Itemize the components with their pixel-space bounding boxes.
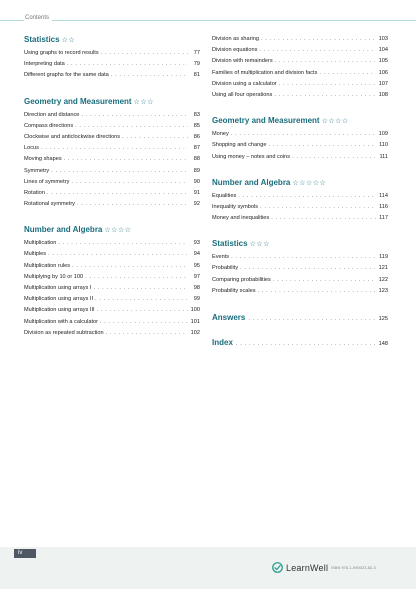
toc-section: [212, 115, 388, 163]
entry-title: Equalities: [212, 192, 237, 199]
entry-title: Different graphs for the same data: [24, 72, 109, 79]
toc-entry[interactable]: [212, 152, 388, 163]
toc-entry[interactable]: [212, 286, 388, 297]
dot-leader: [47, 188, 188, 199]
dot-leader: [71, 177, 188, 188]
dot-leader: [258, 286, 376, 297]
toc-entry[interactable]: [212, 56, 388, 67]
toc-section: [212, 177, 388, 225]
toc-section: [24, 34, 200, 82]
toc-entry[interactable]: [212, 263, 388, 274]
dot-leader: [236, 337, 376, 350]
toc-entry[interactable]: [24, 48, 200, 59]
toc-entry[interactable]: [24, 199, 200, 210]
toc-entry[interactable]: [212, 34, 388, 45]
stars-icon: ☆☆☆: [249, 241, 270, 249]
page-number: 109: [378, 131, 388, 138]
page-number: 100: [190, 307, 200, 314]
page-number: 77: [193, 50, 200, 56]
entry-title: Multiplication using arrays III: [24, 307, 95, 314]
toc-entry[interactable]: [24, 154, 200, 165]
stars-icon: ☆☆☆: [133, 98, 154, 106]
page-number: 121: [378, 265, 388, 272]
stars-icon: ☆☆☆☆: [104, 227, 132, 235]
page-number: 110: [379, 142, 388, 149]
toc-entry[interactable]: [24, 294, 200, 305]
toc-entry[interactable]: [24, 238, 200, 249]
dot-leader: [100, 317, 188, 328]
page-number: 86: [193, 133, 200, 140]
entry-title: Using all four operations: [212, 91, 273, 98]
page-number: 116: [379, 203, 388, 210]
toc-entry[interactable]: [24, 317, 200, 328]
page-number: 102: [190, 329, 200, 336]
dot-leader: [240, 263, 376, 274]
entry-title: Probability scales: [212, 287, 256, 294]
entry-title: Money and inequalities: [212, 215, 270, 222]
entry-title: Events: [212, 254, 230, 261]
dot-leader: [51, 166, 188, 177]
toc-section: [24, 96, 200, 211]
dot-leader: [275, 56, 376, 67]
page-number: 111: [379, 153, 388, 160]
dot-leader: [97, 305, 188, 316]
dot-leader: [101, 48, 188, 59]
page-number: 108: [378, 91, 388, 98]
entry-title: Using graphs to record results: [24, 50, 99, 56]
dot-leader: [81, 110, 188, 121]
page-number: 81: [193, 72, 200, 79]
entry-title: Probability: [212, 265, 239, 272]
entry-title: Inequality symbols: [212, 203, 259, 210]
entry-title: Moving shapes: [24, 156, 62, 163]
entry-title: Multiplication rules: [24, 262, 71, 269]
toc-entry[interactable]: [212, 45, 388, 56]
entry-title: Shopping and change: [212, 142, 267, 149]
page-number: 123: [378, 287, 388, 294]
entry-title: Rotation: [24, 189, 45, 196]
page-number: 119: [379, 254, 388, 261]
entry-title: Multiplication: [24, 240, 57, 247]
toc-entry[interactable]: [24, 188, 200, 199]
page-number: 89: [193, 167, 200, 174]
toc-entry[interactable]: [24, 166, 200, 177]
toc-entry[interactable]: [212, 191, 388, 202]
index-heading: Index: [212, 338, 233, 347]
page-number: 92: [193, 201, 200, 208]
page-number: 91: [193, 189, 200, 196]
page-number-tab: iv: [14, 549, 36, 558]
dot-leader: [77, 199, 188, 210]
toc-right-column: [212, 34, 388, 361]
dot-leader: [106, 328, 188, 339]
dot-leader: [260, 202, 376, 213]
page-number: 97: [193, 273, 200, 280]
isbn-text: ISBN 978-1-990023-82-3: [331, 565, 376, 570]
entry-title: Direction and distance: [24, 111, 80, 118]
page-number: 88: [193, 156, 200, 163]
page-number: 90: [193, 178, 200, 185]
toc-entry[interactable]: [24, 272, 200, 283]
toc-entry[interactable]: [212, 213, 388, 224]
dot-leader: [93, 283, 188, 294]
section-heading: Geometry and Measurement ☆☆☆☆: [212, 116, 349, 126]
entry-title: Money: [212, 131, 229, 138]
learnwell-logo-icon: [272, 562, 283, 573]
entry-title: Division as sharing: [212, 36, 259, 42]
dot-leader: [271, 213, 376, 224]
dot-leader: [261, 34, 376, 45]
entry-title: Division using a calculator: [212, 80, 277, 87]
dot-leader: [75, 121, 188, 132]
toc-entry[interactable]: [212, 129, 388, 140]
page-number: 95: [193, 262, 200, 269]
entry-title: Multiplication using arrays I: [24, 285, 92, 291]
entry-title: Lines of symmetry: [24, 178, 70, 185]
toc-entry[interactable]: [24, 328, 200, 339]
toc-entry[interactable]: [24, 121, 200, 132]
page-number: 79: [193, 61, 200, 68]
toc-answers-entry[interactable]: [212, 311, 388, 325]
page-number: 122: [378, 276, 388, 283]
dot-leader: [248, 312, 375, 325]
dot-leader: [85, 272, 188, 283]
toc-entry[interactable]: [212, 275, 388, 286]
dot-leader: [273, 275, 376, 286]
entry-title: Multiples: [24, 251, 47, 258]
dot-leader: [238, 191, 376, 202]
stars-icon: ☆☆☆☆☆: [292, 179, 327, 187]
page-number: 107: [378, 80, 388, 87]
toc-entry[interactable]: [212, 202, 388, 213]
page-number: 83: [193, 111, 200, 118]
dot-leader: [72, 261, 188, 272]
toc-section: [24, 224, 200, 339]
toc-entry[interactable]: [24, 132, 200, 143]
page-number: 104: [378, 47, 388, 54]
section-heading: Number and Algebra ☆☆☆☆: [24, 225, 132, 235]
dot-leader: [111, 70, 188, 81]
page-number: 148: [378, 341, 388, 347]
dot-leader: [292, 152, 376, 163]
entry-title: Rotational symmetry: [24, 201, 75, 208]
entry-title: Interpreting data: [24, 61, 65, 68]
page-number: 94: [193, 251, 200, 258]
section-heading: Statistics ☆☆☆: [212, 239, 270, 249]
header-rule: [0, 20, 416, 21]
toc-entry[interactable]: [212, 140, 388, 151]
page-number: 105: [378, 58, 388, 65]
dot-leader: [319, 68, 376, 79]
page-number: 117: [379, 215, 388, 222]
toc-section-continued: [212, 34, 388, 101]
entry-title: Multiplication using arrays II: [24, 296, 94, 303]
dot-leader: [48, 249, 188, 260]
dot-leader: [231, 129, 376, 140]
dot-leader: [41, 143, 188, 154]
stars-icon: ☆☆☆☆: [321, 118, 349, 126]
page-number: 99: [193, 296, 200, 303]
page-number: 87: [193, 145, 200, 152]
section-heading: Statistics ☆☆: [24, 35, 76, 44]
entry-title: Comparing probabilities: [212, 276, 271, 283]
page-number: 98: [193, 285, 200, 291]
section-heading: Geometry and Measurement ☆☆☆: [24, 96, 154, 106]
entry-title: Division with remainders: [212, 58, 273, 65]
entry-title: Symmetry: [24, 167, 50, 174]
entry-title: Multiplication with a calculator: [24, 318, 98, 325]
brand-logo: [272, 562, 328, 573]
answers-heading: Answers: [212, 313, 246, 322]
stars-icon: ☆☆: [61, 37, 76, 44]
toc-entry[interactable]: [212, 79, 388, 90]
entry-title: Using money – notes and coins: [212, 153, 291, 160]
toc-entry[interactable]: [212, 68, 388, 79]
toc-entry[interactable]: [24, 177, 200, 188]
toc-entry[interactable]: [24, 305, 200, 316]
entry-title: Locus: [24, 145, 39, 152]
dot-leader: [259, 45, 376, 56]
page-number: 85: [193, 122, 200, 129]
dot-leader: [95, 294, 188, 305]
page-number: 125: [378, 316, 388, 322]
dot-leader: [58, 238, 188, 249]
toc-entry[interactable]: [212, 90, 388, 101]
toc-entry[interactable]: [24, 283, 200, 294]
entry-title: Multiplying by 10 or 100: [24, 273, 84, 280]
dot-leader: [122, 132, 188, 143]
section-heading: Number and Algebra ☆☆☆☆☆: [212, 177, 327, 187]
page-number: 101: [190, 318, 200, 325]
brand-name: LearnWell: [286, 562, 329, 573]
page-number: 106: [378, 69, 388, 76]
entry-title: Compass directions: [24, 122, 74, 129]
toc-index-entry[interactable]: [212, 336, 388, 350]
toc-left-column: [24, 34, 200, 353]
toc-entry[interactable]: [24, 261, 200, 272]
header-label: Contents: [24, 15, 52, 21]
dot-leader: [268, 140, 376, 151]
toc-entry[interactable]: [24, 249, 200, 260]
toc-entry[interactable]: [212, 252, 388, 263]
entry-title: Families of multiplication and division facts: [212, 69, 318, 76]
entry-title: Division equations: [212, 47, 258, 54]
dot-leader: [64, 154, 188, 165]
dot-leader: [279, 79, 376, 90]
toc-entry[interactable]: [24, 110, 200, 121]
dot-leader: [67, 59, 188, 70]
entry-title: Clockwise and anticlockwise directions: [24, 133, 121, 140]
page-number: 93: [193, 240, 200, 247]
entry-title: Division as repeated subtraction: [24, 329, 104, 336]
dot-leader: [274, 90, 376, 101]
toc-entry[interactable]: [24, 143, 200, 154]
toc-section: [212, 238, 388, 297]
page-number: 114: [379, 192, 388, 199]
toc-entry[interactable]: [24, 70, 200, 81]
toc-entry[interactable]: [24, 59, 200, 70]
page-number: 103: [378, 36, 388, 42]
dot-leader: [231, 252, 376, 263]
